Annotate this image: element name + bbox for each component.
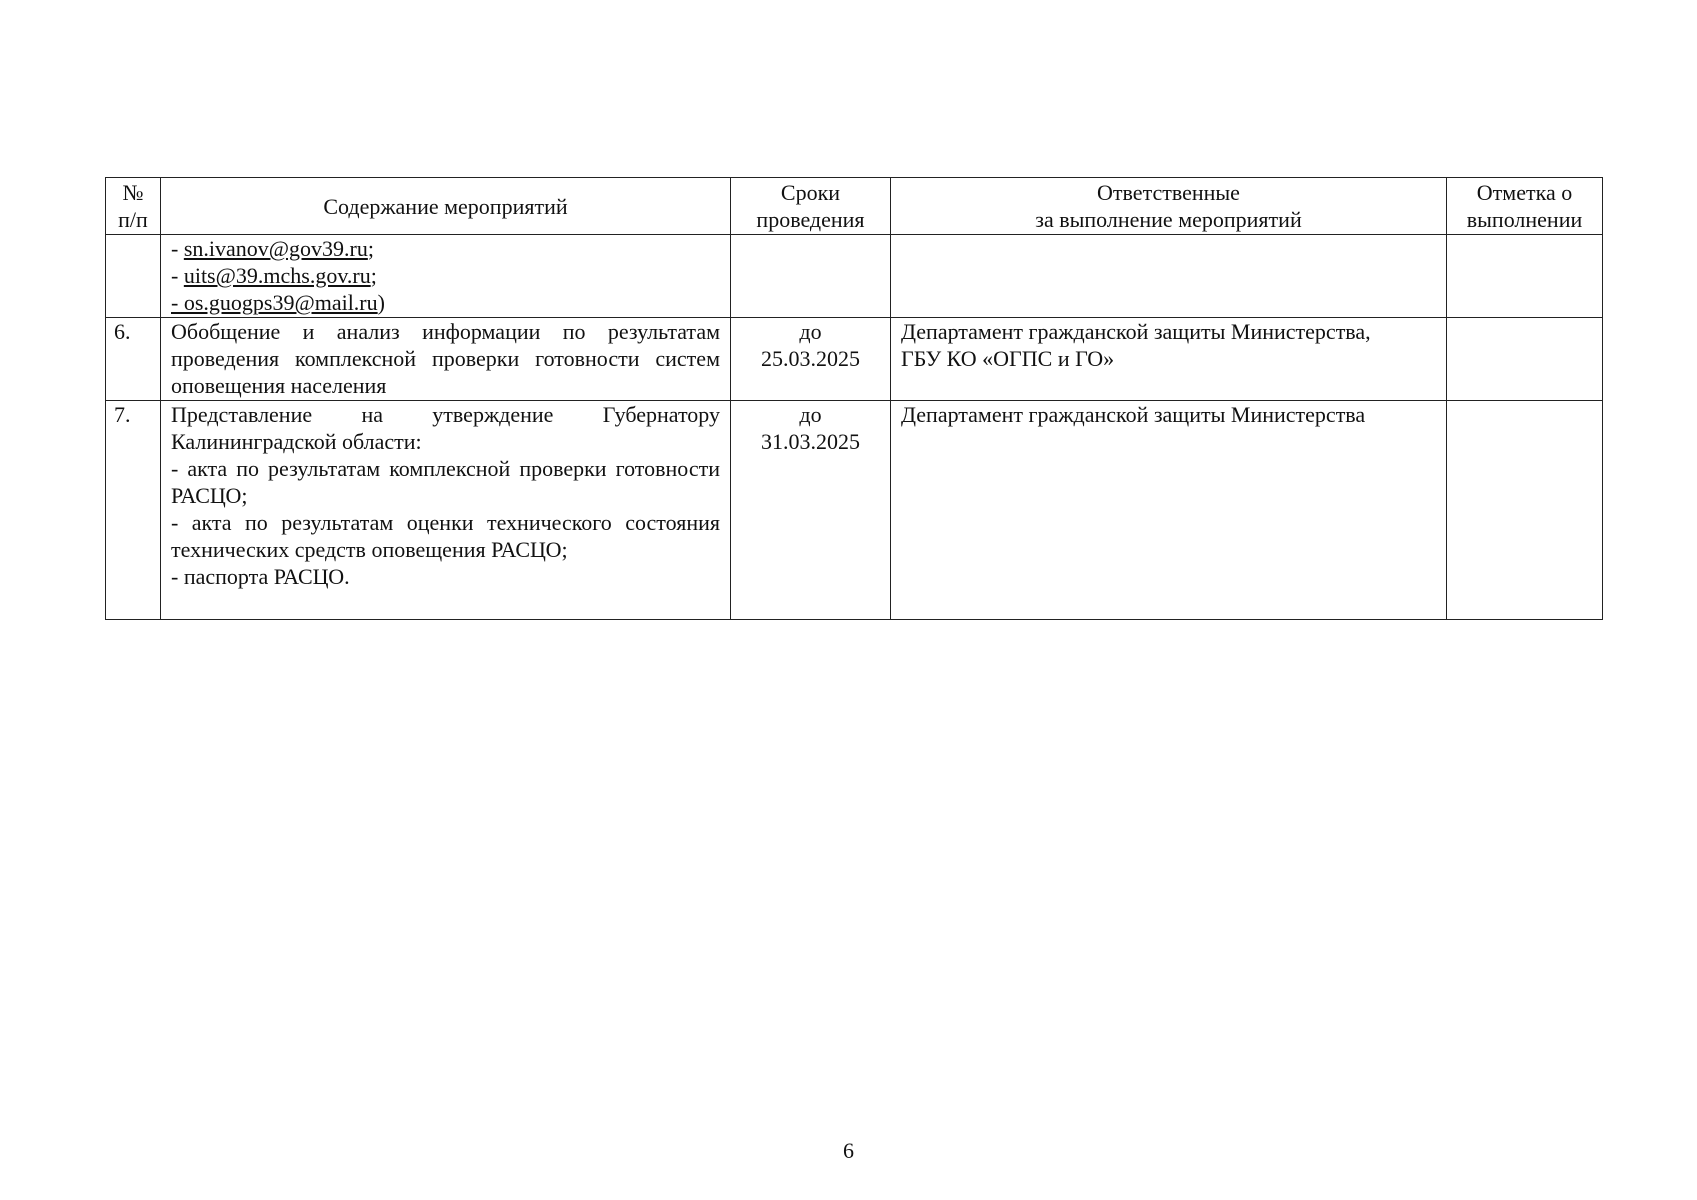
row-content-cell: Обобщение и анализ информации по результатам проведения комплексной проверки готовности систем оповещения населения [161,318,731,401]
email-link[interactable]: uits@39.mchs.gov.ru [183,263,371,288]
row-dates-cell [731,235,891,318]
row-num-cell: 6. [106,318,161,401]
email-line: - sn.ivanov@gov39.ru; [171,236,374,261]
header-content: Содержание мероприятий [161,178,731,235]
row-responsible-cell [891,235,1447,318]
measures-table [105,177,1603,620]
email-line: - os.guogps39@mail.ru) [171,290,385,315]
table-header-row [106,178,1603,235]
row-content-cell: Представление на утверждение Губернатору Калининградской области: - акта по результатам комплексной проверки готовности РАСЦО; - акта по результатам оценки технического состояния технических средств оповещения РАСЦО; - паспорта РАСЦО. [161,401,731,620]
email-link[interactable]: sn.ivanov@gov39.ru [183,236,368,261]
page-number: 6 [843,1138,854,1163]
row-mark-cell [1447,235,1603,318]
row-mark-cell [1447,401,1603,620]
header-num: № п/п [106,178,161,235]
table-row [106,401,1603,620]
row-dates-cell: до 31.03.2025 [731,401,891,620]
row-num-cell [106,235,161,318]
row-content-cell [161,235,731,318]
row-num-cell: 7. [106,401,161,620]
row-responsible-cell: Департамент гражданской защиты Министерства, ГБУ КО «ОГПС и ГО» [891,318,1447,401]
header-dates: Сроки проведения [731,178,891,235]
header-responsible: Ответственные за выполнение мероприятий [891,178,1447,235]
table-row [106,318,1603,401]
header-mark: Отметка о выполнении [1447,178,1603,235]
email-line: - uits@39.mchs.gov.ru; [171,263,377,288]
row-mark-cell [1447,318,1603,401]
table-row-emails-continuation [106,235,1603,318]
row-dates-cell: до 25.03.2025 [731,318,891,401]
row-responsible-cell: Департамент гражданской защиты Министерства [891,401,1447,620]
email-link[interactable]: - os.guogps39@mail.ru [171,290,378,315]
